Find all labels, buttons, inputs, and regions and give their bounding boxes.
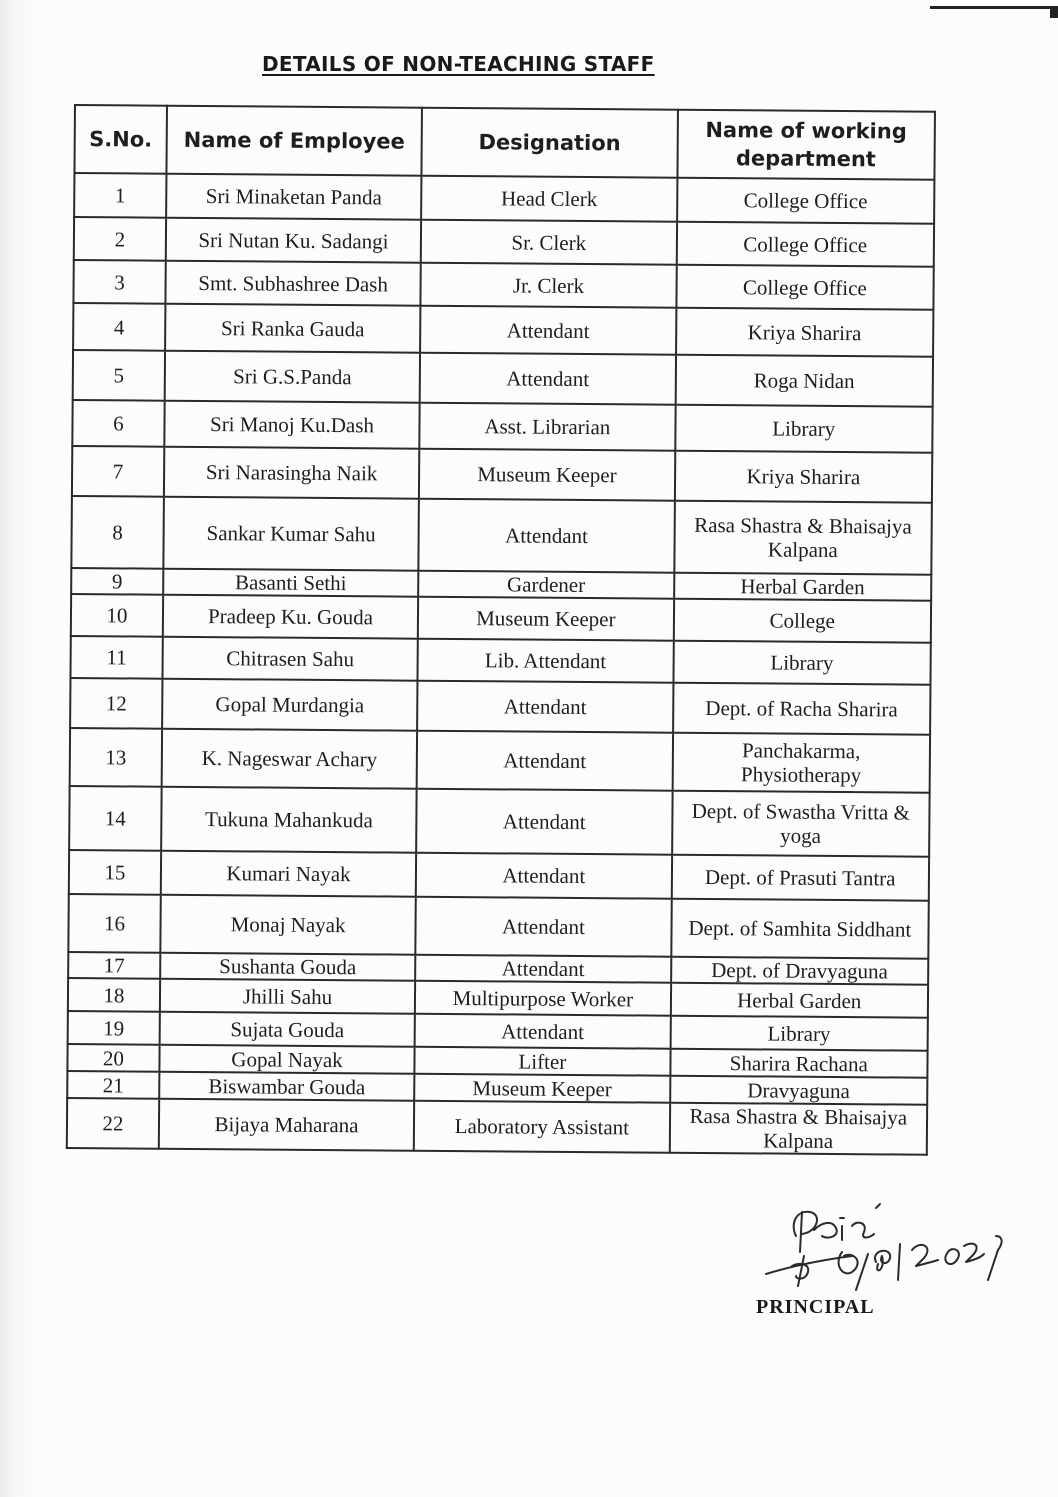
cell-designation: Attendant — [420, 353, 676, 405]
table-row — [73, 350, 933, 407]
cell-name: Sri G.S.Panda — [165, 351, 421, 403]
table-row — [74, 173, 934, 224]
cell-department: College Office — [676, 222, 934, 267]
cell-name: K. Nageswar Achary — [162, 729, 418, 789]
cell-sno: 9 — [71, 568, 163, 595]
cell-designation: Attendant — [417, 681, 673, 733]
cell-department: Dept. of Dravyaguna — [671, 957, 929, 985]
cell-sno: 6 — [72, 400, 164, 447]
cell-sno: 8 — [71, 496, 163, 569]
cell-department: Herbal Garden — [670, 983, 928, 1018]
cell-name: Basanti Sethi — [163, 569, 418, 597]
cell-sno: 3 — [73, 260, 165, 304]
cell-designation: Attendant — [417, 731, 673, 791]
cell-name: Pradeep Ku. Gouda — [163, 595, 419, 639]
cell-sno: 7 — [72, 446, 164, 497]
table-header-row — [74, 105, 935, 180]
cell-designation: Lib. Attendant — [418, 639, 674, 683]
cell-sno: 2 — [74, 217, 166, 261]
cell-department: Dravyaguna — [670, 1076, 928, 1105]
cell-sno: 19 — [68, 1011, 160, 1045]
cell-department: Dept. of Racha Sharira — [673, 683, 931, 735]
table-row — [73, 260, 933, 310]
header-department: Name of working department — [677, 110, 935, 180]
cell-name: Monaj Nayak — [160, 895, 416, 955]
cell-name: Sri Manoj Ku.Dash — [164, 401, 420, 449]
page-title: DETAILS OF NON-TEACHING STAFF — [262, 52, 655, 76]
cell-sno: 15 — [69, 850, 161, 895]
cell-designation: Head Clerk — [421, 176, 677, 222]
cell-sno: 18 — [68, 978, 160, 1012]
cell-sno: 1 — [74, 173, 166, 218]
cell-name: Sri Ranka Gauda — [165, 304, 421, 353]
cell-sno: 13 — [70, 728, 162, 787]
cell-designation: Lifter — [415, 1047, 671, 1076]
cell-department: Library — [673, 641, 931, 685]
cell-department: Library — [670, 1016, 928, 1051]
cell-name: Kumari Nayak — [161, 851, 417, 897]
cell-department: Sharira Rachana — [670, 1049, 928, 1078]
table-row — [73, 303, 933, 357]
cell-department: Library — [675, 405, 933, 453]
cell-department: Herbal Garden — [674, 573, 932, 601]
cell-designation: Laboratory Assistant — [414, 1101, 670, 1153]
scan-edge-mark — [930, 6, 1058, 9]
cell-designation: Museum Keeper — [418, 597, 674, 641]
cell-department: Rasa Shastra & Bhaisajya Kalpana — [674, 501, 932, 575]
cell-sno: 20 — [67, 1044, 159, 1072]
cell-sno: 12 — [70, 678, 162, 729]
cell-department: Rasa Shastra & Bhaisajya Kalpana — [669, 1103, 927, 1155]
table-row — [71, 594, 931, 643]
table-row — [70, 728, 930, 793]
cell-sno: 22 — [67, 1098, 159, 1149]
cell-name: Bijaya Maharana — [159, 1099, 415, 1151]
cell-name: Sri Minaketan Panda — [166, 174, 422, 220]
table-row — [68, 894, 928, 959]
cell-name: Gopal Murdangia — [162, 679, 418, 731]
table-row — [67, 1098, 927, 1155]
staff-table — [66, 104, 936, 1156]
cell-sno: 21 — [67, 1071, 159, 1099]
cell-name: Chitrasen Sahu — [162, 637, 418, 681]
cell-name: Jhilli Sahu — [160, 979, 416, 1014]
cell-department: Dept. of Samhita Siddhant — [671, 899, 929, 959]
cell-designation: Gardener — [418, 571, 674, 599]
table-row — [72, 446, 932, 503]
cell-designation: Attendant — [420, 306, 676, 355]
cell-designation: Attendant — [416, 853, 672, 899]
cell-designation: Museum Keeper — [414, 1074, 670, 1103]
principal-label: PRINCIPAL — [756, 1296, 875, 1318]
cell-designation: Attendant — [419, 499, 675, 573]
cell-department: Panchakarma, Physiotherapy — [672, 733, 930, 793]
cell-designation: Attendant — [416, 897, 672, 957]
scan-edge-mark-cap — [1050, 6, 1058, 18]
cell-name: Biswambar Gouda — [159, 1072, 414, 1101]
cell-sno: 14 — [69, 786, 161, 851]
cell-sno: 5 — [73, 350, 165, 401]
table-row — [74, 217, 934, 267]
cell-department: College — [673, 599, 931, 643]
table-row — [72, 400, 932, 453]
cell-sno: 16 — [68, 894, 160, 953]
table-row — [69, 786, 929, 857]
cell-department: Dept. of Prasuti Tantra — [671, 855, 929, 901]
cell-designation: Attendant — [415, 955, 671, 983]
cell-name: Tukuna Mahankuda — [161, 787, 417, 853]
cell-sno: 4 — [73, 303, 165, 351]
table-row — [71, 496, 932, 575]
cell-designation: Sr. Clerk — [421, 220, 677, 265]
cell-name: Sankar Kumar Sahu — [163, 497, 419, 571]
cell-designation: Attendant — [415, 1014, 671, 1049]
cell-name: Sri Nutan Ku. Sadangi — [166, 218, 422, 263]
cell-department: Kriya Sharira — [674, 451, 932, 503]
header-sno: S.No. — [74, 105, 166, 174]
cell-department: College Office — [676, 265, 934, 310]
cell-sno: 17 — [68, 952, 160, 979]
table-row — [70, 636, 930, 685]
cell-name: Sri Narasingha Naik — [164, 447, 420, 499]
cell-department: Dept. of Swastha Vritta & yoga — [672, 791, 930, 857]
cell-designation: Jr. Clerk — [421, 263, 677, 308]
cell-designation: Attendant — [416, 789, 672, 855]
cell-name: Smt. Subhashree Dash — [165, 261, 421, 306]
cell-sno: 10 — [71, 594, 163, 637]
cell-name: Sujata Gouda — [160, 1012, 416, 1047]
header-name: Name of Employee — [166, 106, 422, 176]
cell-designation: Multipurpose Worker — [415, 981, 671, 1016]
table-row — [70, 678, 930, 735]
cell-sno: 11 — [70, 636, 162, 679]
header-designation: Designation — [422, 108, 678, 178]
cell-department: Roga Nidan — [675, 355, 933, 407]
cell-name: Gopal Nayak — [159, 1045, 414, 1074]
cell-department: Kriya Sharira — [676, 308, 934, 357]
cell-department: College Office — [677, 178, 935, 224]
table-row — [69, 850, 929, 901]
cell-designation: Museum Keeper — [419, 449, 675, 501]
cell-name: Sushanta Gouda — [160, 953, 415, 981]
cell-designation: Asst. Librarian — [419, 403, 675, 451]
